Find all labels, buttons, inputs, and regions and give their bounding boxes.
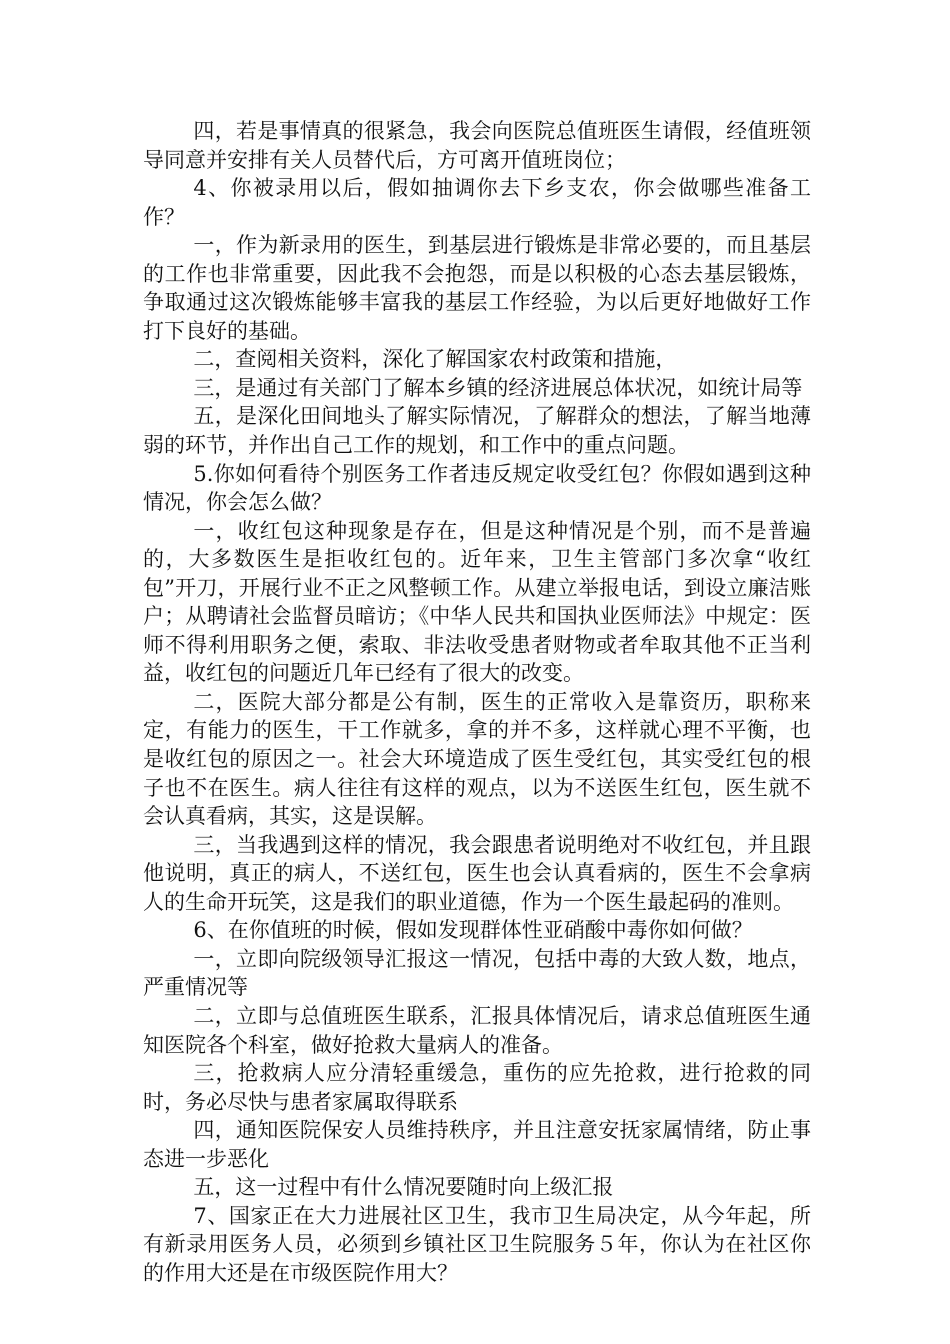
paragraph-night-shift-leave: 四，若是事情真的很紧急，我会向医院总值班医生请假，经值班领导同意并安排有关人员替代后，方可离开值班岗位；	[143, 119, 811, 172]
question-4-rural-assignment: 4、你被录用以后，假如抽调你去下乡支农，你会做哪些准备工作？	[143, 176, 811, 229]
answer-4-point-3: 三，是通过有关部门了解本乡镇的经济进展总体状况，如统计局等	[193, 375, 803, 400]
answer-4-point-1: 一，作为新录用的医生，到基层进行锻炼是非常必要的，而且基层的工作也非常重要，因此我不会抱怨，而是以积极的心态去基层锻炼，争取通过这次锻炼能够丰富我的基层工作经验，为以后更好地做好工作打下良好的基础。	[143, 233, 811, 343]
question-6-poisoning: 6、在你值班的时候，假如发现群体性亚硝酸中毒你如何做？	[193, 918, 753, 943]
question-7-community-health: 7、国家正在大力进展社区卫生，我市卫生局决定，从今年起，所有新录用医务人员，必须到乡镇社区卫生院服务５年，你认为在社区你的作用大还是在市级医院作用大？	[143, 1203, 811, 1285]
answer-4-point-5: 五，是深化田间地头了解实际情况，了解群众的想法，了解当地薄弱的环节，并作出自己工作的规划，和工作中的重点问题。	[143, 404, 811, 458]
answer-4-point-2: 二，查阅相关资料，深化了解国家农村政策和措施，	[193, 347, 677, 372]
answer-6-point-5: 五，这一过程中有什么情况要随时向上级汇报	[193, 1175, 614, 1200]
answer-6-point-3: 三，抢救病人应分清轻重缓急，重伤的应先抢救，进行抢救的同时，务必尽快与患者家属取得联系	[143, 1061, 811, 1114]
question-5-red-envelopes: 5.你如何看待个别医务工作者违反规定收受红包？你假如遇到这种情况，你会怎么做？	[143, 461, 811, 515]
document-body	[143, 117, 811, 1287]
answer-6-point-2: 二，立即与总值班医生联系，汇报具体情况后，请求总值班医生通知医院各个科室，做好抢救大量病人的准备。	[143, 1003, 811, 1057]
answer-6-point-4: 四，通知医院保安人员维持秩序，并且注意安抚家属情绪，防止事态进一步恶化	[143, 1118, 811, 1171]
answer-5-point-3: 三，当我遇到这样的情况，我会跟患者说明绝对不收红包，并且跟他说明，真正的病人，不送红包，医生也会认真看病的，医生不会拿病人的生命开玩笑，这是我们的职业道德，作为一个医生最起码的准则。	[143, 832, 811, 914]
answer-6-point-1: 一，立即向院级领导汇报这一情况，包括中毒的大致人数，地点，严重情况等	[143, 946, 811, 1000]
answer-5-point-1: 一，收红包这种现象是存在，但是这种情况是个别，而不是普遍的，大多数医生是拒收红包的。近年来，卫生主管部门多次拿“收红包”开刀，开展行业不正之风整顿工作。从建立举报电话，到设立廉洁账户；从聘请社会监督员暗访；《中华人民共和国执业医师法》中规定：医师不得利用职务之便，索取、非法收受患者财物或者牟取其他不正当利益，收红包的问题近几年已经有了很大的改变。	[143, 518, 811, 686]
answer-5-point-2: 二，医院大部分都是公有制，医生的正常收入是靠资历，职称来定，有能力的医生，干工作就多，拿的并不多，这样就心理不平衡，也是收红包的原因之一。社会大环境造成了医生受红包，其实受红包的根子也不在医生。病人往往有这样的观点，以为不送医生红包，医生就不会认真看病，其实，这是误解。	[143, 689, 811, 829]
